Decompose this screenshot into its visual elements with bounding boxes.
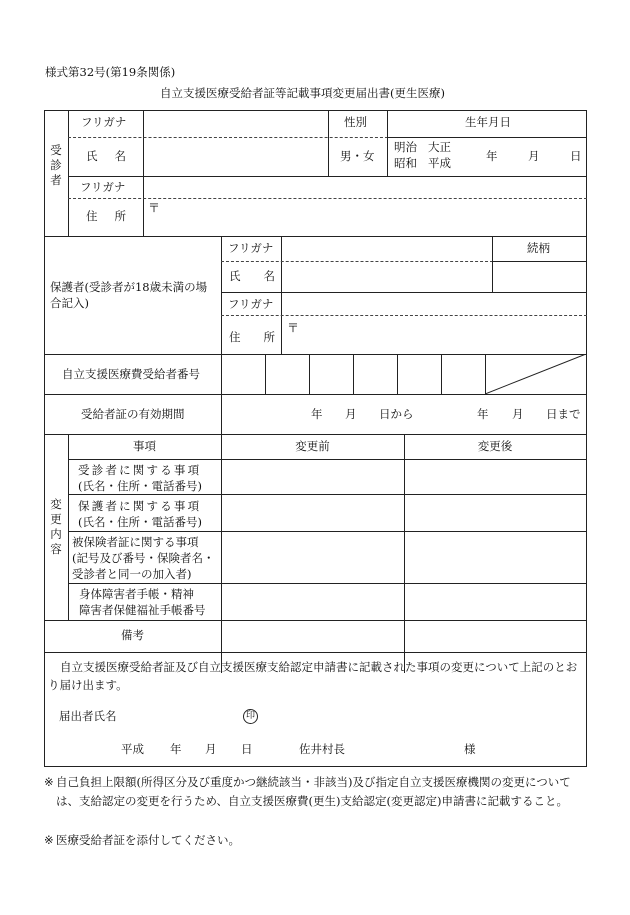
guardian-furigana-input[interactable] (283, 238, 491, 260)
declaration-text: 自立支援医療受給者証及び自立支援医療支給認定申請書に記載された事項の変更について上記のとおり届け出ます。 (48, 660, 578, 692)
guardian-furigana2-label: フリガナ (228, 297, 274, 311)
handbook-after-input[interactable] (406, 585, 585, 619)
valid-from-day-unit: 日から (379, 407, 414, 421)
honorific: 様 (464, 742, 476, 756)
date-month-unit: 月 (205, 742, 217, 756)
patient-address-label: 住 所 (86, 209, 126, 223)
guardian-furigana-label: フリガナ (228, 241, 274, 255)
guardian-section-label: 保護者(受診者が18歳未満の場合記入) (50, 280, 208, 310)
valid-from-month-unit: 月 (345, 407, 357, 421)
seal-mark: 印 (243, 709, 258, 724)
birthdate-label: 生年月日 (465, 115, 511, 129)
patient-name-input[interactable] (145, 139, 327, 175)
guardian-after-input[interactable] (406, 496, 585, 530)
col-after-header: 変更後 (477, 439, 513, 453)
sex-label: 性別 (344, 115, 367, 129)
guardian-address-input[interactable] (300, 317, 585, 353)
diagonal-slash (485, 354, 587, 395)
relation-label: 続柄 (527, 241, 550, 255)
changes-section-label: 変更内容 (50, 497, 62, 556)
insurance-after-input[interactable] (406, 533, 585, 582)
valid-from-year-unit: 年 (311, 407, 323, 421)
note-2: ※ 医療受給者証を添付してください。 (44, 833, 240, 847)
guardian-postal-mark: 〒 (287, 321, 300, 335)
birth-month-unit: 月 (528, 149, 540, 163)
addressee: 佐井村長 (299, 742, 345, 756)
change-row-guardian: 保護者に関する事項 (氏名・住所・電話番号) (78, 499, 202, 529)
date-year-unit: 年 (170, 742, 182, 756)
patient-name-label: 氏 名 (86, 149, 126, 163)
applicant-name-label: 届出者氏名 (59, 709, 117, 723)
remarks-after-input[interactable] (406, 622, 585, 651)
patient-postal-mark: 〒 (148, 201, 161, 215)
relation-input[interactable] (494, 263, 585, 291)
birth-year-unit: 年 (486, 149, 498, 163)
patient-furigana2-label: フリガナ (80, 180, 126, 194)
insurance-before-input[interactable] (223, 533, 403, 582)
guardian-address-furigana-input[interactable] (283, 294, 585, 314)
col-item-header: 事項 (133, 439, 156, 453)
handbook-before-input[interactable] (223, 585, 403, 619)
recipient-number-input[interactable] (222, 356, 484, 393)
applicant-name-input[interactable] (130, 704, 238, 726)
patient-before-input[interactable] (223, 461, 403, 493)
recipient-number-label: 自立支援医療費受給者番号 (62, 367, 200, 381)
change-row-handbook: 身体障害者手帳・精神 障害者保健福祉手帳番号 (79, 587, 206, 617)
patient-after-input[interactable] (406, 461, 585, 493)
form-number: 様式第32号(第19条関係) (45, 65, 176, 79)
valid-to-day-unit: 日まで (546, 407, 581, 421)
patient-section-label: 受診者 (50, 143, 62, 187)
date-era: 平成 (121, 742, 144, 756)
col-before-header: 変更前 (295, 439, 330, 453)
patient-address-input[interactable] (160, 200, 585, 235)
patient-address-furigana-input[interactable] (145, 178, 585, 197)
remarks-label: 備考 (121, 628, 144, 642)
note-1: ※ 自己負担上限額(所得区分及び重度かつ継続該当・非該当)及び指定自立支援医療機関の変更については、支給認定の変更を行うため、自立支援医療費(更生)支給認定(変更認定)申請書に記載すること。 (44, 775, 571, 808)
valid-to-month-unit: 月 (512, 407, 524, 421)
era-row2: 昭和 平成 (394, 156, 451, 170)
guardian-before-input[interactable] (223, 496, 403, 530)
guardian-name-label: 氏 名 (229, 269, 275, 283)
change-row-patient: 受診者に関する事項 (氏名・住所・電話番号) (78, 463, 202, 493)
era-row1: 明治 大正 (394, 140, 451, 154)
patient-furigana-input[interactable] (145, 112, 327, 136)
change-row-insurance: 被保険者証に関する事項 (記号及び番号・保険者名・ 受診者と同一の加入者) (72, 535, 215, 581)
guardian-address-label: 住 所 (229, 330, 275, 344)
patient-furigana-label: フリガナ (81, 115, 127, 129)
sex-options: 男・女 (340, 149, 375, 163)
form-title: 自立支援医療受給者証等記載事項変更届出書(更生医療) (160, 86, 445, 100)
birth-day-unit: 日 (570, 149, 582, 163)
validity-label: 受給者証の有効期間 (81, 407, 185, 421)
remarks-before-input[interactable] (223, 622, 403, 651)
guardian-name-input[interactable] (283, 263, 491, 291)
valid-to-year-unit: 年 (477, 407, 489, 421)
date-day-unit: 日 (241, 742, 253, 756)
